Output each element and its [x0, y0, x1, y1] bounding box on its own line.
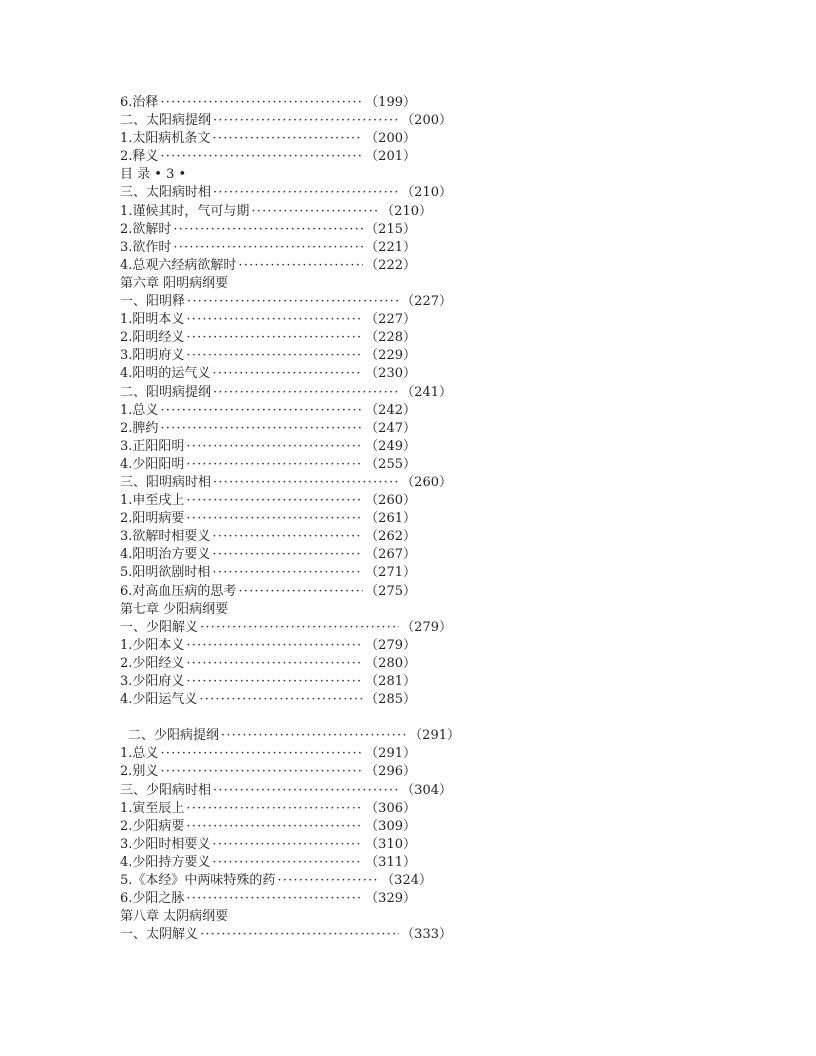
toc-entry-page: （291） — [365, 746, 416, 762]
dot-leader — [200, 619, 399, 637]
toc-entry-page: （329） — [365, 891, 416, 907]
toc-entry — [120, 492, 416, 510]
toc-entry-label: 3.正阳阳明 — [120, 438, 185, 454]
toc-entry — [120, 257, 416, 275]
toc-entry-label: 3.阳明府义 — [120, 348, 185, 364]
toc-entry — [120, 384, 452, 402]
toc-entry-page: （200） — [365, 131, 416, 147]
toc-entry-label: 1.少阳本义 — [120, 637, 185, 653]
dot-leader — [186, 329, 363, 347]
dot-leader — [213, 782, 399, 800]
toc-entry-label: 1.太阳病机条文 — [120, 131, 211, 147]
toc-entry — [120, 510, 416, 528]
toc-entry-page: （199） — [365, 95, 416, 110]
toc-entry-label: 3.少阳府义 — [120, 674, 185, 689]
toc-entry-page: （200） — [401, 113, 452, 129]
toc-entry — [120, 365, 416, 383]
dot-leader — [200, 926, 399, 944]
toc-heading — [120, 908, 460, 926]
toc-entry-page: （201） — [365, 149, 416, 165]
dot-leader — [173, 221, 363, 239]
dot-leader — [212, 528, 363, 546]
dot-leader — [212, 836, 363, 854]
dot-leader — [213, 112, 399, 130]
toc-entry-label: 6.治释 — [120, 95, 159, 110]
toc-entry-page: （242） — [365, 402, 416, 418]
table-of-contents — [120, 94, 460, 944]
dot-leader — [160, 94, 363, 112]
toc-entry — [120, 221, 416, 239]
toc-entry-label: 1.总义 — [120, 746, 159, 762]
toc-entry-page: （271） — [365, 565, 416, 581]
toc-entry-label: 2.欲解时 — [120, 221, 172, 237]
toc-entry-page: （227） — [365, 312, 416, 328]
toc-entry — [120, 673, 416, 691]
toc-entry-page: （324） — [381, 873, 432, 889]
toc-entry-label: 5.阳明欲剧时相 — [120, 565, 211, 581]
toc-entry-page: （210） — [381, 203, 432, 219]
toc-entry — [120, 546, 416, 564]
dot-leader — [160, 402, 363, 420]
toc-entry — [120, 782, 452, 800]
toc-entry-label: 1.申至戌上 — [120, 493, 185, 509]
toc-entry-page: （267） — [365, 547, 416, 563]
toc-entry — [120, 130, 416, 148]
toc-entry-page: （249） — [365, 438, 416, 454]
dot-leader — [213, 184, 399, 202]
toc-entry — [120, 347, 416, 365]
toc-entry-page: （309） — [365, 818, 416, 834]
toc-entry — [120, 890, 416, 908]
toc-entry-label: 二、太阳病提纲 — [120, 113, 212, 129]
dot-leader — [186, 655, 363, 673]
dot-leader — [221, 727, 407, 745]
toc-entry-page: （281） — [365, 674, 416, 689]
toc-entry-label: 4.少阳运气义 — [120, 692, 198, 708]
dot-leader — [186, 456, 363, 474]
toc-entry-label: 5.《本经》中两味特殊的药 — [120, 873, 276, 889]
toc-heading-label: 目 录 • 3 • — [120, 167, 187, 183]
toc-entry-page: （255） — [365, 456, 416, 472]
dot-leader — [212, 854, 363, 872]
toc-entry-page: （306） — [365, 800, 416, 816]
toc-entry — [120, 800, 416, 818]
toc-entry-page: （304） — [401, 782, 452, 798]
dot-leader — [160, 763, 363, 781]
toc-heading-label: 第六章 阳明病纲要 — [120, 275, 229, 291]
toc-entry-label: 1.总义 — [120, 402, 159, 418]
toc-entry-label: 二、少阳病提纲 — [128, 728, 220, 744]
dot-leader — [160, 745, 363, 763]
toc-entry-label: 4.少阳阳明 — [120, 456, 185, 472]
dot-leader — [186, 637, 363, 655]
toc-entry-label: 三、太阳病时相 — [120, 185, 212, 201]
toc-heading — [120, 166, 460, 184]
toc-entry-page: （275） — [365, 583, 416, 599]
toc-entry — [120, 564, 416, 582]
toc-entry-label: 4.少阳持方要义 — [120, 854, 211, 870]
toc-entry — [120, 872, 432, 890]
toc-entry-label: 2.释义 — [120, 149, 159, 165]
toc-entry — [120, 311, 416, 329]
toc-entry-page: （247） — [365, 420, 416, 436]
toc-entry-page: （285） — [365, 692, 416, 708]
blank-line — [120, 709, 460, 727]
toc-entry — [120, 94, 416, 112]
toc-entry-page: （310） — [365, 836, 416, 852]
dot-leader — [173, 239, 363, 257]
toc-entry — [120, 203, 432, 221]
toc-entry-label: 2.脾约 — [120, 420, 159, 436]
toc-entry-label: 4.阳明治方要义 — [120, 547, 211, 563]
toc-heading-label: 第八章 太阴病纲要 — [120, 909, 229, 925]
toc-entry-page: （260） — [401, 474, 452, 490]
toc-entry — [120, 402, 416, 420]
toc-entry-label: 4.总观六经病欲解时 — [120, 257, 237, 273]
toc-entry-page: （222） — [365, 257, 416, 273]
toc-entry-label: 1.寅至辰上 — [120, 800, 185, 816]
toc-heading-label: 第七章 少阳病纲要 — [120, 601, 229, 617]
dot-leader — [186, 438, 363, 456]
dot-leader — [160, 420, 363, 438]
toc-entry — [120, 836, 416, 854]
dot-leader — [213, 384, 399, 402]
toc-entry-label: 2.少阳病要 — [120, 818, 185, 834]
toc-entry-page: （311） — [365, 854, 416, 870]
dot-leader — [186, 347, 363, 365]
toc-entry — [120, 854, 416, 872]
dot-leader — [186, 510, 363, 528]
toc-entry-page: （228） — [365, 330, 416, 346]
dot-leader — [277, 872, 379, 890]
toc-entry-page: （229） — [365, 348, 416, 364]
toc-entry — [120, 619, 452, 637]
toc-entry-page: （333） — [401, 927, 452, 943]
dot-leader — [212, 546, 363, 564]
toc-entry-label: 三、阳明病时相 — [120, 474, 212, 490]
dot-leader — [160, 148, 363, 166]
toc-entry — [120, 655, 416, 673]
toc-entry — [120, 818, 416, 836]
toc-entry-label: 4.阳明的运气义 — [120, 366, 211, 382]
toc-entry — [120, 293, 452, 311]
toc-entry-page: （210） — [401, 185, 452, 201]
toc-entry-label: 一、阳明释 — [120, 294, 186, 310]
toc-entry-label: 1.谨候其时，气可与期 — [120, 203, 250, 219]
toc-heading — [120, 601, 460, 619]
toc-entry-label: 二、阳明病提纲 — [120, 384, 212, 400]
dot-leader — [186, 311, 363, 329]
toc-entry-label: 3.欲作时 — [120, 239, 172, 255]
dot-leader — [186, 818, 363, 836]
toc-entry-page: （291） — [409, 728, 460, 744]
toc-entry-label: 1.阳明本义 — [120, 312, 185, 328]
toc-entry — [120, 148, 416, 166]
toc-entry — [120, 456, 416, 474]
toc-entry — [120, 184, 452, 202]
toc-entry-page: （262） — [365, 529, 416, 545]
toc-entry-page: （230） — [365, 366, 416, 382]
dot-leader — [199, 691, 363, 709]
toc-entry-page: （227） — [401, 294, 452, 310]
toc-entry-page: （280） — [365, 655, 416, 671]
dot-leader — [251, 203, 379, 221]
toc-entry-page: （221） — [365, 239, 416, 255]
dot-leader — [238, 257, 363, 275]
toc-entry-label: 2.阳明经义 — [120, 330, 185, 346]
toc-entry-page: （279） — [365, 637, 416, 653]
toc-entry — [120, 528, 416, 546]
dot-leader — [213, 474, 399, 492]
dot-leader — [186, 492, 363, 510]
toc-entry-label: 2.别义 — [120, 764, 159, 780]
toc-entry-page: （260） — [365, 493, 416, 509]
toc-entry-page: （261） — [365, 511, 416, 527]
dot-leader — [212, 130, 363, 148]
toc-entry — [120, 637, 416, 655]
toc-entry-label: 6.对高血压病的思考 — [120, 583, 237, 599]
toc-entry-label: 3.欲解时相要义 — [120, 529, 211, 545]
toc-entry-label: 6.少阳之脉 — [120, 891, 185, 907]
toc-entry — [120, 745, 416, 763]
toc-entry — [120, 438, 416, 456]
toc-entry-page: （215） — [365, 221, 416, 237]
toc-entry-label: 一、少阳解义 — [120, 619, 199, 635]
dot-leader — [186, 673, 363, 691]
dot-leader — [186, 890, 363, 908]
toc-heading — [120, 275, 460, 293]
dot-leader — [186, 800, 363, 818]
toc-entry — [120, 926, 452, 944]
dot-leader — [212, 365, 363, 383]
toc-entry-label: 2.阳明病要 — [120, 511, 185, 527]
toc-entry — [120, 420, 416, 438]
toc-entry — [120, 474, 452, 492]
toc-entry — [120, 727, 460, 745]
dot-leader — [187, 293, 399, 311]
toc-entry — [120, 583, 416, 601]
dot-leader — [212, 564, 363, 582]
toc-entry-page: （296） — [365, 764, 416, 780]
toc-entry-label: 一、太阴解义 — [120, 927, 199, 943]
toc-entry-label: 3.少阳时相要义 — [120, 836, 211, 852]
toc-entry-page: （279） — [401, 619, 452, 635]
toc-entry-label: 2.少阳经义 — [120, 655, 185, 671]
toc-entry — [120, 112, 452, 130]
toc-entry-page: （241） — [401, 384, 452, 400]
toc-entry — [120, 691, 416, 709]
toc-entry — [120, 329, 416, 347]
dot-leader — [238, 583, 363, 601]
toc-entry — [120, 239, 416, 257]
toc-entry — [120, 763, 416, 781]
toc-entry-label: 三、少阳病时相 — [120, 782, 212, 798]
